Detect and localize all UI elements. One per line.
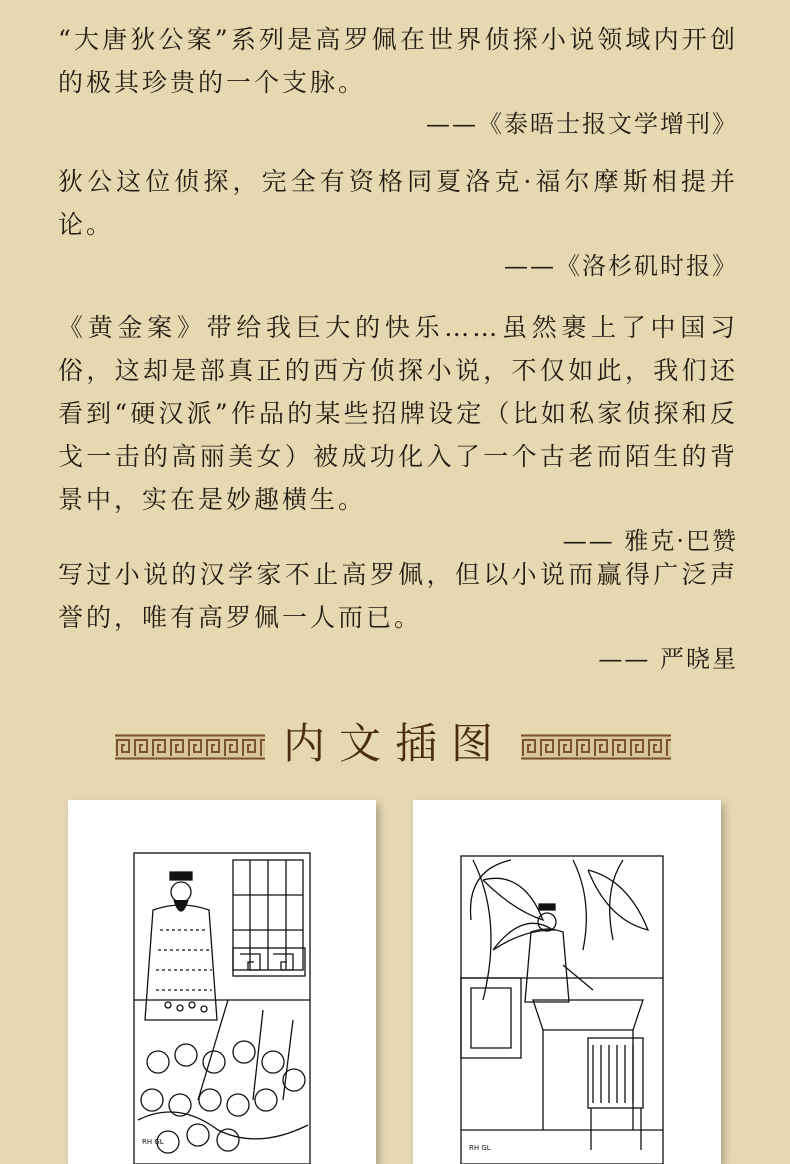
illustration-plate-left [68,800,376,1164]
artist-monogram: RH GL [142,1138,164,1146]
review-text: “大唐狄公案”系列是高罗佩在世界侦探小说领域内开创的极其珍贵的一个支脉。 [58,25,738,97]
review-quote-3 [58,306,738,561]
review-text: 写过小说的汉学家不止高罗佩，但以小说而赢得广泛声誉的，唯有高罗佩一人而已。 [58,560,738,632]
illustration-scholar-scene [413,800,721,1164]
review-source: —— 雅克·巴赞 [562,527,738,555]
review-quote-2 [58,160,738,286]
review-source: ——《洛杉矶时报》 [504,252,738,280]
review-quote-1 [58,18,738,144]
illustrations-section-header [0,712,790,776]
review-text: 《黄金案》带给我巨大的快乐……虽然裹上了中国习俗，这却是部真正的西方侦探小说，不仅如此，我们还看到“硬汉派”作品的某些招牌设定（比如私家侦探和反戈一击的高丽美女）被成功化入了一个古老而陌生的背景中，实在是妙趣横生。 [58,313,738,514]
illustration-magistrate-scene [68,800,376,1164]
review-quote-4 [58,553,738,679]
review-source: ——《泰晤士报文学增刊》 [426,110,738,138]
review-text: 狄公这位侦探，完全有资格同夏洛克·福尔摩斯相提并论。 [58,167,738,239]
illustration-plate-right [413,800,721,1164]
review-source: —— 严晓星 [598,645,738,673]
section-title: 内文插图 [282,719,507,768]
artist-monogram: RH GL [469,1144,491,1152]
fret-ornament-right [521,734,671,760]
